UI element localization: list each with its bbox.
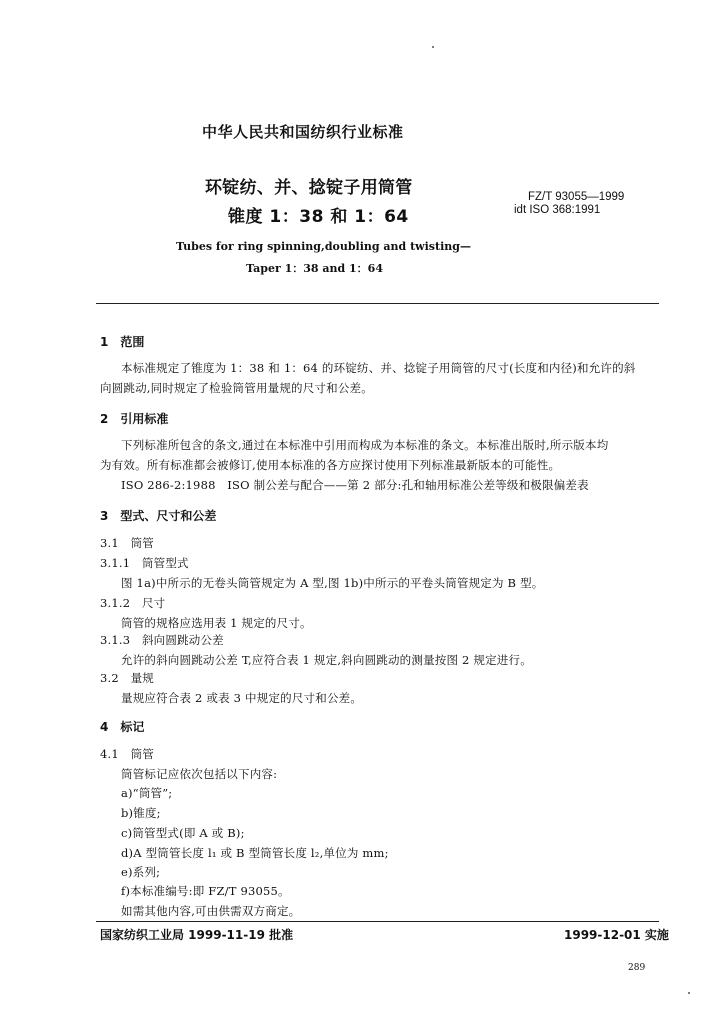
page-number: 289	[628, 963, 646, 973]
section-3-1-heading: 3.1 筒管	[100, 536, 154, 550]
list-item: d)A 型筒管长度 l₁ 或 B 型筒管长度 l₂,单位为 mm;	[121, 846, 389, 860]
section-4-1-intro: 筒管标记应依次包括以下内容:	[121, 767, 278, 781]
section-4-heading: 4 标记	[100, 720, 145, 734]
footer-divider	[96, 921, 659, 922]
section-2-text-line2: 为有效。所有标准都会被修订,使用本标准的各方应探讨使用下列标准最新版本的可能性。	[100, 458, 561, 472]
section-4-1-heading: 4.1 筒管	[100, 747, 154, 761]
standard-code: FZ/T 93055—1999	[528, 191, 625, 203]
scan-speck	[688, 992, 690, 994]
section-2-reference: ISO 286-2:1988 ISO 制公差与配合——第 2 部分:孔和轴用标准公差等级和极限偏差表	[121, 478, 589, 492]
approval-statement: 国家纺织工业局 1999-11-19 批准	[100, 928, 294, 942]
header-divider	[96, 303, 659, 304]
document-title-cn-line2: 锥度 1：38 和 1：64	[228, 207, 409, 227]
section-1-text-line2: 向圆跳动,同时规定了检验筒管用量规的尺寸和公差。	[100, 381, 373, 395]
section-3-1-2-text: 筒管的规格应选用表 1 规定的尺寸。	[121, 616, 312, 630]
section-3-heading: 3 型式、尺寸和公差	[100, 509, 217, 523]
scan-speck	[432, 46, 434, 48]
section-3-1-2-heading: 3.1.2 尺寸	[100, 596, 166, 610]
list-item: b)锥度;	[121, 806, 161, 820]
section-3-1-1-text: 图 1a)中所示的无卷头筒管规定为 A 型,图 1b)中所示的平卷头筒管规定为 B 型。	[121, 576, 544, 590]
document-title-en-line2: Taper 1：38 and 1：64	[246, 262, 383, 275]
list-item: a)“筒管”;	[121, 786, 173, 800]
section-1-heading: 1 范围	[100, 335, 145, 349]
section-3-2-heading: 3.2 量规	[100, 671, 154, 685]
section-3-1-3-text: 允许的斜向圆跳动公差 T,应符合表 1 规定,斜向圆跳动的测量按图 2 规定进行。	[121, 653, 532, 667]
section-4-1-note: 如需其他内容,可由供需双方商定。	[121, 904, 301, 918]
section-3-1-3-heading: 3.1.3 斜向圆跳动公差	[100, 633, 224, 647]
document-title-cn-line1: 环锭纺、并、捻锭子用筒管	[205, 178, 413, 198]
section-2-heading: 2 引用标准	[100, 412, 169, 426]
list-item: c)筒管型式(即 A 或 B);	[121, 826, 245, 840]
section-1-text-line1: 本标准规定了锥度为 1：38 和 1：64 的环锭纺、并、捻锭子用筒管的尺寸(长度和内径)和允许的斜	[121, 361, 636, 375]
section-3-1-1-heading: 3.1.1 筒管型式	[100, 556, 189, 570]
section-2-text-line1: 下列标准所包含的条文,通过在本标准中引用而构成为本标准的条文。本标准出版时,所示版本均	[121, 438, 609, 452]
list-item: f)本标准编号:即 FZ/T 93055。	[121, 884, 290, 898]
standard-body-title: 中华人民共和国纺织行业标准	[202, 123, 404, 141]
section-3-2-text: 量规应符合表 2 或表 3 中规定的尺寸和公差。	[121, 691, 363, 705]
implementation-date: 1999-12-01 实施	[564, 928, 669, 942]
idt-reference: idt ISO 368:1991	[514, 204, 601, 216]
list-item: e)系列;	[121, 865, 161, 879]
document-title-en-line1: Tubes for ring spinning,doubling and twisting—	[176, 240, 471, 253]
